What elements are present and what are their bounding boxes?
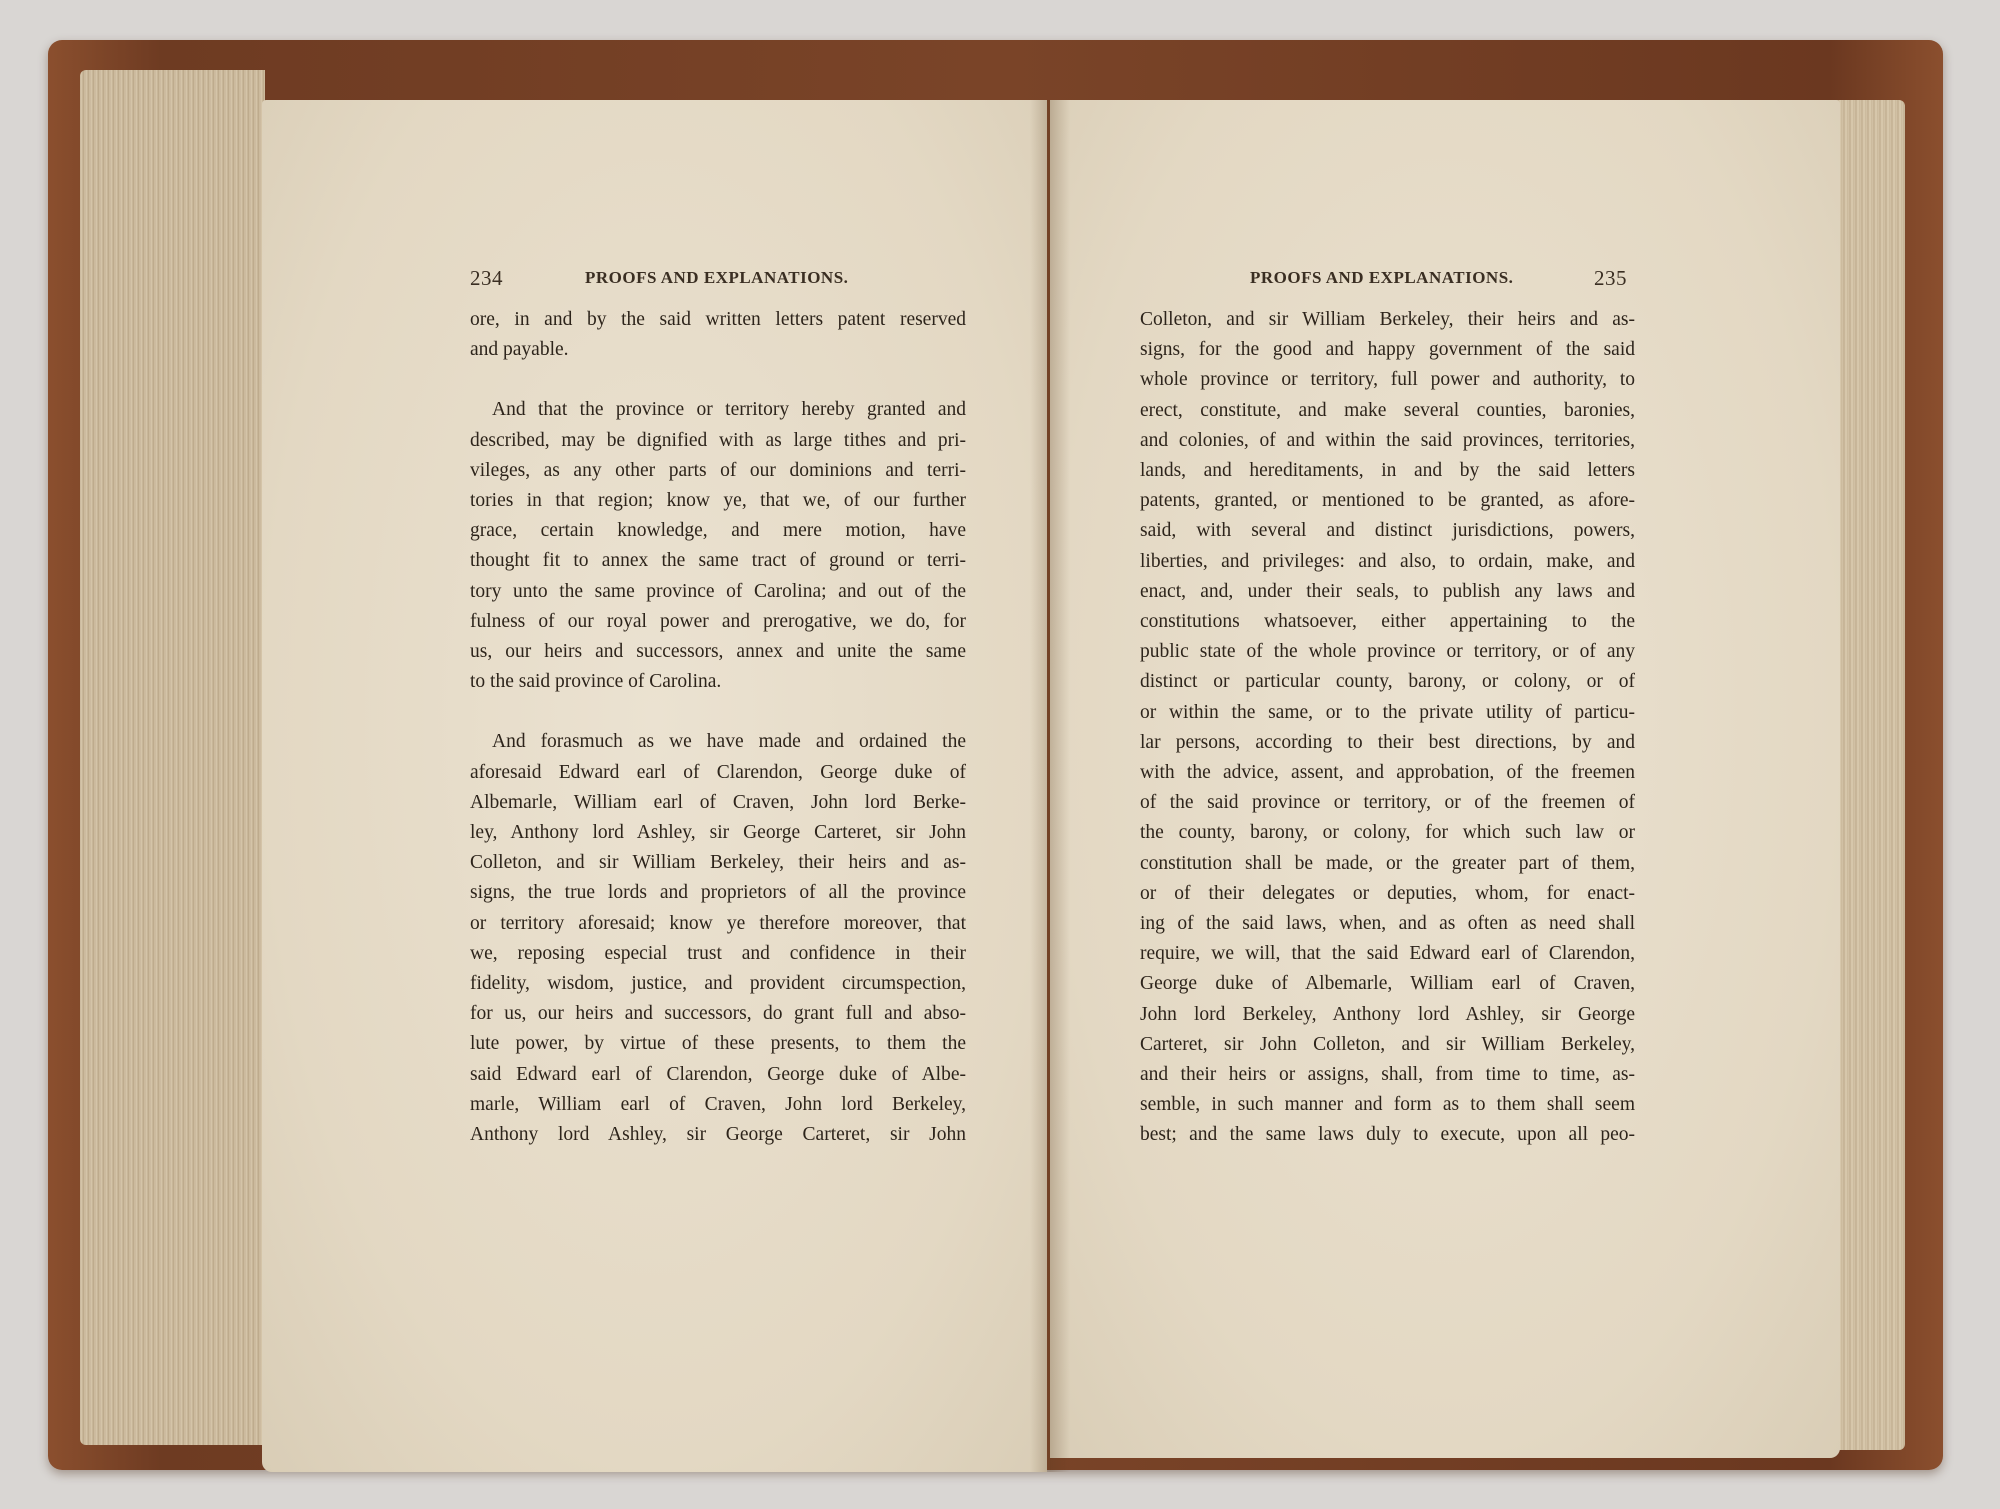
right-page-number: 235 <box>1594 266 1627 290</box>
text-line: liberties, and privileges: and also, to ordain, make, and <box>1140 550 1635 572</box>
text-line: of the said province or territory, or of the freemen of <box>1140 792 1635 814</box>
text-line: And that the province or territory hereby granted and <box>492 399 966 421</box>
text-line: semble, in such manner and form as to them shall seem <box>1140 1094 1635 1116</box>
text-line: enact, and, under their seals, to publish any laws and <box>1140 580 1635 602</box>
text-line: marle, William earl of Craven, John lord Berkeley, <box>470 1093 966 1115</box>
text-line: the county, barony, or colony, for which such law or <box>1140 822 1635 844</box>
text-line: John lord Berkeley, Anthony lord Ashley, sir George <box>1140 1003 1635 1025</box>
page-edges-right <box>1830 100 1905 1450</box>
text-line: or of their delegates or deputies, whom, for enact- <box>1140 882 1635 904</box>
text-line: Colleton, and sir William Berkeley, their heirs and as- <box>1140 309 1635 330</box>
text-line: whole province or territory, full power and authority, to <box>1140 369 1635 391</box>
text-line: lar persons, according to their best directions, by and <box>1140 731 1635 753</box>
text-line: signs, the true lords and proprietors of all the province <box>470 882 966 904</box>
text-line: said, with several and distinct jurisdictions, powers, <box>1140 520 1635 542</box>
text-line: lands, and hereditaments, in and by the said letters <box>1140 460 1635 482</box>
text-line: erect, constitute, and make several counties, baronies, <box>1140 399 1635 421</box>
text-line: lute power, by virtue of these presents, to them the <box>470 1033 966 1055</box>
text-line: for us, our heirs and successors, do grant full and abso- <box>470 1003 966 1025</box>
text-line: aforesaid Edward earl of Clarendon, George duke of <box>470 761 966 783</box>
text-line: said Edward earl of Clarendon, George duke of Albe- <box>470 1063 966 1085</box>
text-line: fulness of our royal power and prerogative, we do, for <box>470 610 966 632</box>
text-line: ing of the said laws, when, and as often as need shall <box>1140 913 1635 935</box>
text-line: fidelity, wisdom, justice, and provident circumspection, <box>470 973 966 995</box>
text-line: best; and the same laws duly to execute, upon all peo- <box>1140 1124 1635 1146</box>
text-line: signs, for the good and happy government of the said <box>1140 339 1635 361</box>
text-line: Albemarle, William earl of Craven, John lord Berke- <box>470 791 966 813</box>
text-line: ore, in and by the said written letters patent reserved <box>470 309 966 330</box>
text-line: Carteret, sir John Colleton, and sir William Berkeley, <box>1140 1033 1635 1055</box>
text-line: tory unto the same province of Carolina; and out of the <box>470 580 966 602</box>
text-line: we, reposing especial trust and confidence in their <box>470 942 966 964</box>
text-line: us, our heirs and successors, annex and unite the same <box>470 641 966 663</box>
text-line: distinct or particular county, barony, or colony, or of <box>1140 671 1635 693</box>
text-line: require, we will, that the said Edward earl of Clarendon, <box>1140 943 1635 965</box>
text-line: vileges, as any other parts of our dominions and terri- <box>470 459 966 481</box>
text-line: with the advice, assent, and approbation, of the freemen <box>1140 762 1635 784</box>
text-line: patents, granted, or mentioned to be granted, as afore- <box>1140 490 1635 512</box>
text-line: and colonies, of and within the said provinces, territories, <box>1140 429 1635 451</box>
left-running-head: PROOFS AND EXPLANATIONS. <box>585 268 849 287</box>
text-line: constitution shall be made, or the greater part of them, <box>1140 852 1635 874</box>
text-line: Anthony lord Ashley, sir George Carteret, sir John <box>470 1124 966 1146</box>
text-line: tories in that region; know ye, that we, of our further <box>470 490 966 512</box>
text-line: and their heirs or assigns, shall, from time to time, as- <box>1140 1064 1635 1086</box>
text-line: to the said province of Carolina. <box>470 671 722 693</box>
text-line: constitutions whatsoever, either appertaining to the <box>1140 611 1635 633</box>
text-line: George duke of Albemarle, William earl of Craven, <box>1140 973 1635 995</box>
text-line: And forasmuch as we have made and ordained the <box>492 731 966 753</box>
text-line: grace, certain knowledge, and mere motion, have <box>470 520 966 542</box>
left-page-number: 234 <box>470 266 503 290</box>
text-line: Colleton, and sir William Berkeley, their heirs and as- <box>470 852 966 874</box>
text-line: and payable. <box>470 339 569 361</box>
text-line: public state of the whole province or territory, or of any <box>1140 641 1635 663</box>
page-edges-left <box>80 70 265 1445</box>
right-running-head: PROOFS AND EXPLANATIONS. <box>1250 268 1514 287</box>
text-line: described, may be dignified with as large tithes and pri- <box>470 429 966 451</box>
left-page-text <box>470 305 966 1150</box>
text-line: thought fit to annex the same tract of ground or terri- <box>470 550 966 572</box>
text-line: or within the same, or to the private utility of particu- <box>1140 701 1635 723</box>
book-gutter <box>1030 100 1070 1472</box>
paragraph <box>470 395 966 697</box>
paragraph <box>470 305 966 365</box>
paragraph <box>470 727 966 1150</box>
text-line: or territory aforesaid; know ye therefore moreover, that <box>470 912 966 934</box>
right-page-text <box>1140 305 1635 1151</box>
text-line: ley, Anthony lord Ashley, sir George Carteret, sir John <box>470 822 966 844</box>
